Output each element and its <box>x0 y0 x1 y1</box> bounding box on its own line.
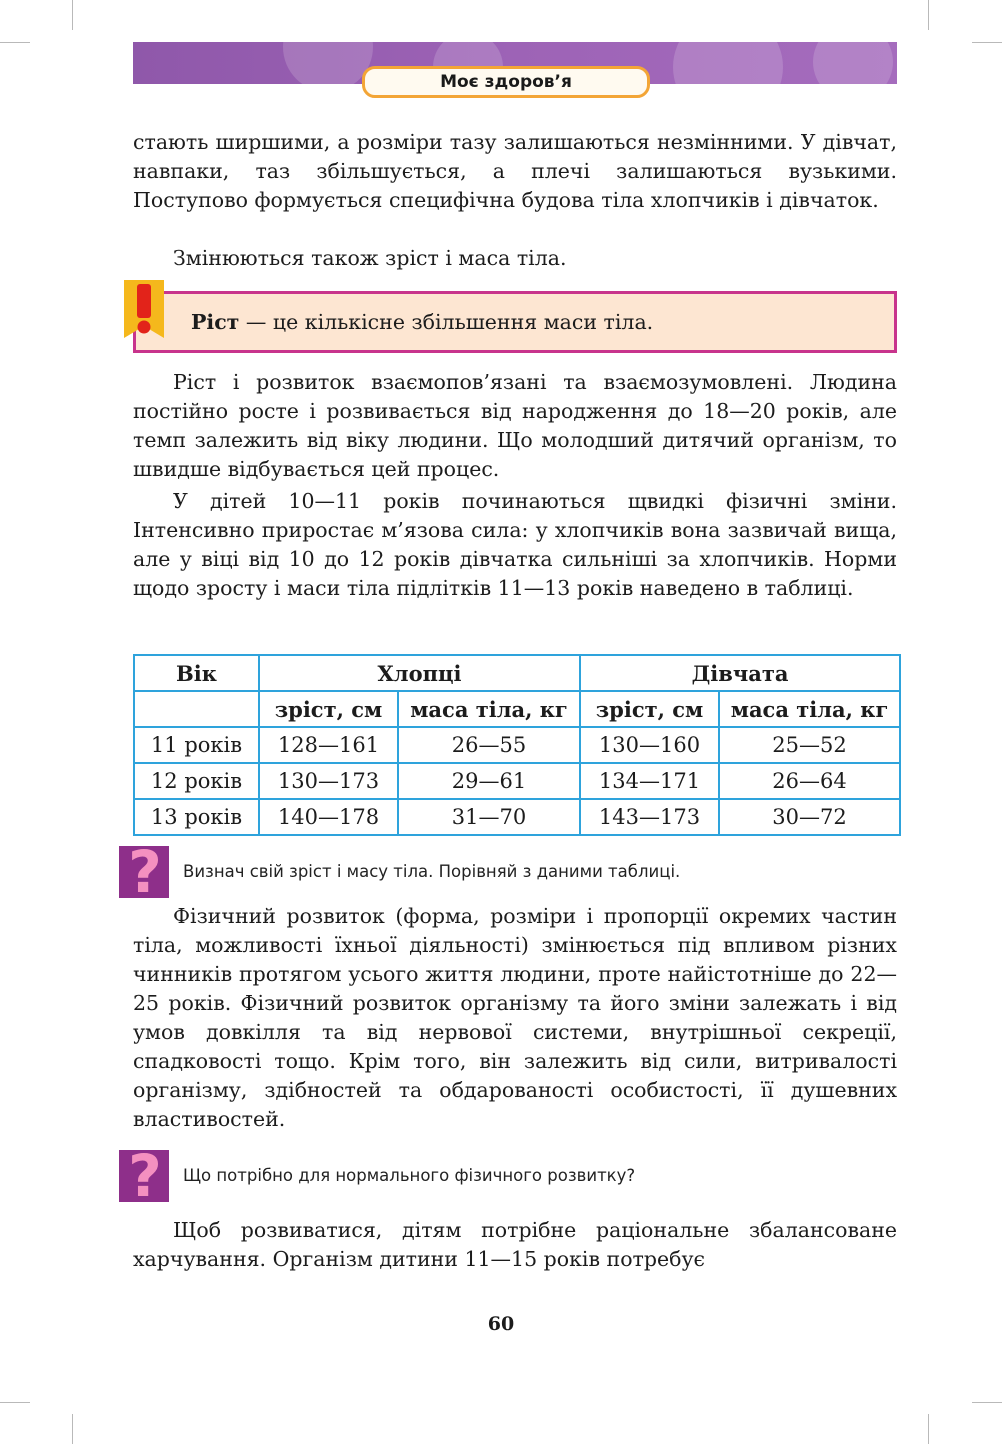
boys-mass-cell: 31—70 <box>398 799 580 835</box>
boys-mass-header: маса тіла, кг <box>398 691 580 727</box>
crop-mark <box>72 1414 73 1444</box>
age-cell: 11 років <box>134 727 259 763</box>
girls-mass-header: маса тіла, кг <box>719 691 900 727</box>
age-header: Вік <box>134 655 259 691</box>
crop-mark <box>0 42 30 43</box>
age-cell: 12 років <box>134 763 259 799</box>
girls-height-header: зріст, см <box>580 691 719 727</box>
girls-mass-cell: 30—72 <box>719 799 900 835</box>
paragraph: стають ширшими, а розміри тазу залишаються незмінними. У дівчат, навпаки, таз збільшується, а плечі залишаються вузькими. Поступово формується специфічна будова тіла хлопчиків і дівчаток. <box>133 130 897 212</box>
table-row <box>134 763 900 799</box>
boys-height-cell: 128—161 <box>259 727 398 763</box>
table-subheader-row <box>134 691 900 727</box>
definition-box <box>133 291 897 353</box>
empty-cell <box>134 691 259 727</box>
boys-mass-cell: 26—55 <box>398 727 580 763</box>
paragraph: Ріст і розвиток взаємопов’язані та взаємозумовлені. Людина постійно росте і розвивається від народження до 18—20 років, але темп залежить від віку людини. Що молодший дитячий організм, то швидше відбувається цей процес. <box>133 370 897 481</box>
definition-text <box>191 308 653 336</box>
question-mark-icon <box>119 1146 171 1204</box>
question-mark-icon <box>119 842 171 900</box>
girls-height-cell: 130—160 <box>580 727 719 763</box>
crop-mark <box>0 1402 30 1403</box>
page-number: 60 <box>487 1313 515 1335</box>
definition-term: Ріст <box>191 310 240 334</box>
crop-mark <box>928 1414 929 1444</box>
table-row <box>134 727 900 763</box>
svg-text:?: ? <box>128 1146 162 1204</box>
section-title: Моє здоров’я <box>362 66 650 98</box>
table-row <box>134 799 900 835</box>
crop-mark <box>972 42 1002 43</box>
crop-mark <box>72 0 73 30</box>
age-cell: 13 років <box>134 799 259 835</box>
crop-mark <box>928 0 929 30</box>
paragraph: Щоб розвиватися, дітям потрібне раціональне збалансоване харчування. Організм дитини 11—15 років потребує <box>133 1218 897 1271</box>
paragraph: У дітей 10—11 років починаються щвидкі фізичні зміни. Інтенсивно приростає м’язова сила: у хлопчиків вона зазвичай вища, але у віці від 10 до 12 років дівчатка сильніші за хлопчиків. Норми щодо зросту і маси тіла підлітків 11—13 років наведено в таблиці. <box>133 489 897 600</box>
exclamation-icon <box>118 278 170 340</box>
question-text: Визнач свій зріст і масу тіла. Порівняй з даними таблиці. <box>183 862 681 881</box>
paragraph: Фізичний розвиток (форма, розміри і пропорції окремих частин тіла, можливості їхньої діяльності) змінюється під впливом різних чинників протягом усього життя людини, проте найістотніше до 22—25 років. Фізичний розвиток організму та його зміни залежать і від умов довкілля та від нервової системи, внутрішньої секреції, спадковості тощо. Крім того, він залежить від сили, витривалості організму, здібностей та обдарованості особистості, її душевних властивостей. <box>133 904 897 1131</box>
boys-height-cell: 140—178 <box>259 799 398 835</box>
crop-mark <box>972 1402 1002 1403</box>
girls-height-cell: 134—171 <box>580 763 719 799</box>
girls-height-cell: 143—173 <box>580 799 719 835</box>
boys-height-cell: 130—173 <box>259 763 398 799</box>
table-header-row <box>134 655 900 691</box>
svg-text:?: ? <box>128 842 162 900</box>
girls-mass-cell: 25—52 <box>719 727 900 763</box>
question-text: Що потрібно для нормального фізичного розвитку? <box>183 1166 636 1185</box>
boys-header: Хлопці <box>259 655 580 691</box>
boys-height-header: зріст, см <box>259 691 398 727</box>
girls-header: Дівчата <box>580 655 900 691</box>
boys-mass-cell: 29—61 <box>398 763 580 799</box>
growth-norms-table <box>133 654 901 836</box>
definition-body: — це кількісне збільшення маси тіла. <box>239 310 654 334</box>
paragraph: Змінюються також зріст і маса тіла. <box>173 246 567 270</box>
girls-mass-cell: 26—64 <box>719 763 900 799</box>
